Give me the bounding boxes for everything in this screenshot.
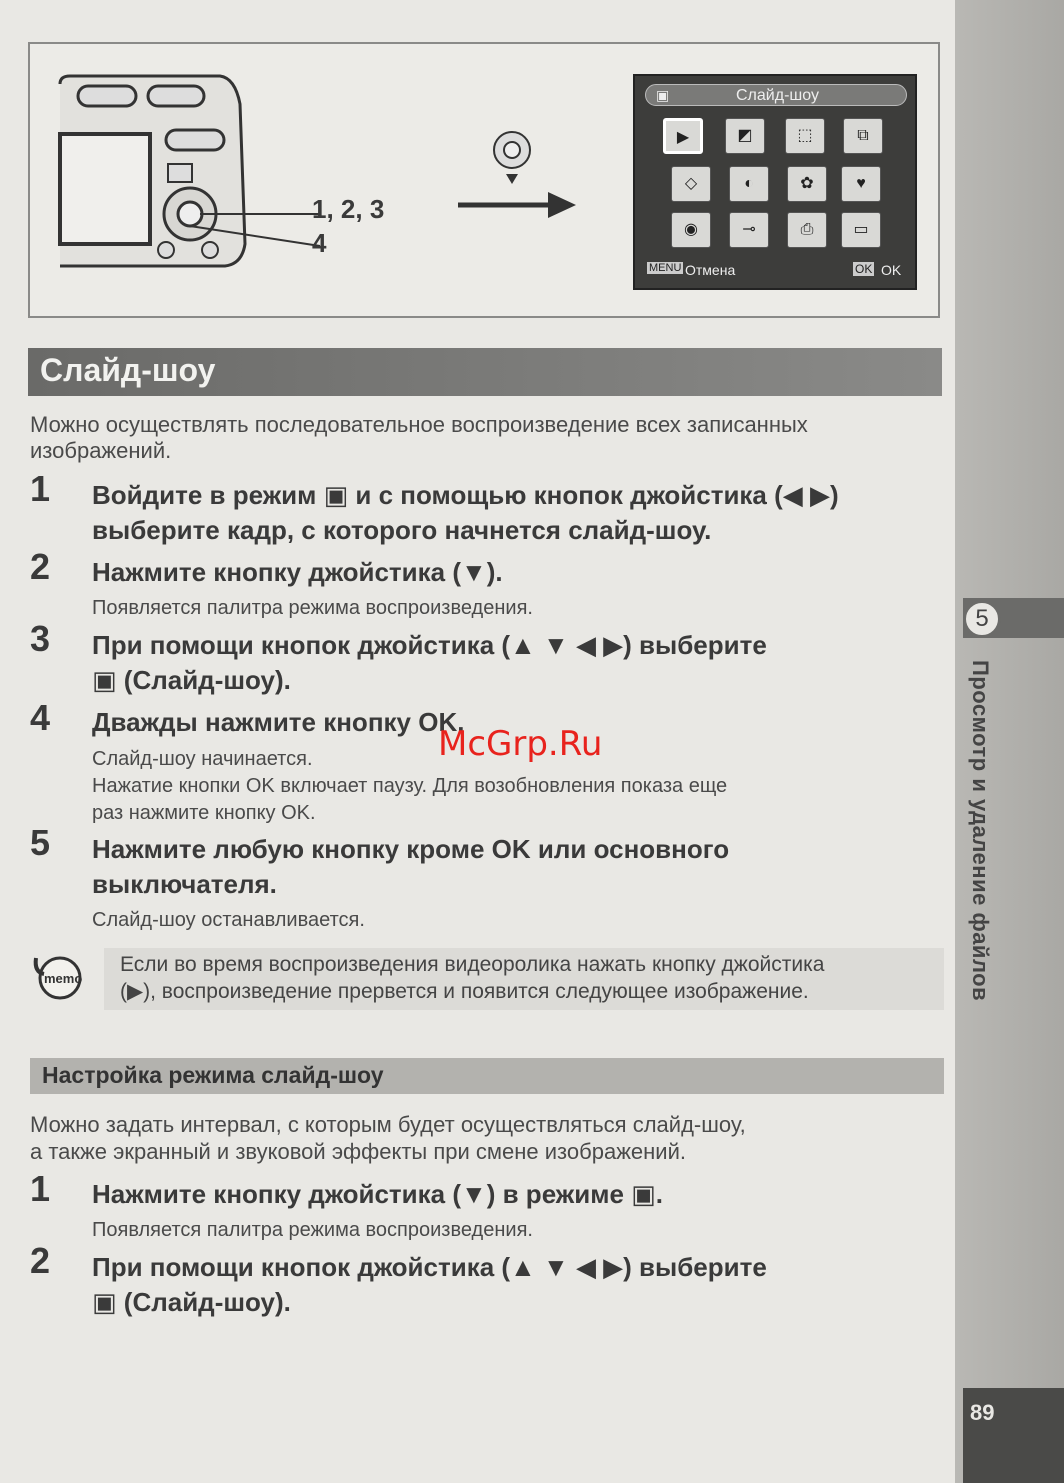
camera-illustration [50, 64, 350, 294]
step-note: Слайд-шоу останавливается. [92, 909, 365, 931]
slideshow-icon[interactable]: ▶ [663, 118, 703, 154]
ok-button-badge: OK [855, 262, 873, 276]
arrow-right-icon [458, 190, 578, 220]
dpof-icon[interactable]: ⎙ [787, 212, 827, 248]
memo-text-line1: Если во время воспроизведения видеоролика нажать кнопку джойстика [120, 953, 825, 976]
memo-label: memo [44, 971, 83, 986]
step-note: Появляется палитра режима воспроизведения. [92, 597, 533, 619]
step-title: Нажмите кнопку джойстика (▼) в режиме ▣. [92, 1179, 663, 1209]
step-number: 5 [30, 822, 51, 863]
step-number: 2 [30, 1240, 51, 1281]
step-title: Нажмите кнопку джойстика (▼). [92, 557, 503, 587]
step-note: Слайд-шоу начинается. [92, 748, 313, 770]
step-title: ▣ (Слайд-шоу). [92, 1287, 291, 1317]
section1-intro-line1: Можно осуществлять последовательное воспроизведение всех записанных [30, 412, 808, 437]
step-note: раз нажмите кнопку OK. [92, 802, 316, 824]
memo-box [104, 948, 944, 1010]
step-number: 4 [30, 697, 51, 738]
callout-steps-1-2-3: 1, 2, 3 [312, 194, 385, 224]
section-title: Настройка режима слайд-шоу [42, 1062, 384, 1088]
protect-icon[interactable]: ⊸ [729, 212, 769, 248]
section-heading-slideshow [28, 348, 942, 396]
step-title: выключателя. [92, 869, 277, 899]
section1-intro-line2: изображений. [30, 438, 172, 463]
step-note: Нажатие кнопки OK включает паузу. Для возобновления показа еще [92, 775, 728, 797]
step-title: Нажмите любую кнопку кроме OK или основного [92, 834, 730, 864]
startup-screen-icon[interactable]: ▭ [841, 212, 881, 248]
step-title: выберите кадр, с которого начнется слайд-шоу. [92, 515, 712, 545]
frame-icon[interactable]: ✿ [787, 166, 827, 202]
playback-mode-icon: ▣ [656, 87, 670, 103]
section2-intro-line1: Можно задать интервал, с которым будет осуществляться слайд-шоу, [30, 1112, 746, 1137]
joystick-down-icon [492, 130, 532, 186]
ok-label: OK [881, 262, 902, 278]
section-title: Слайд-шоу [40, 352, 216, 388]
step-title: При помощи кнопок джойстика (▲ ▼ ◀ ▶) выберите [92, 630, 767, 660]
step-title: Войдите в режим ▣ и с помощью кнопок джойстика (◀ ▶) [92, 480, 839, 510]
cancel-label: Отмена [685, 262, 736, 278]
step-number: 1 [30, 1168, 51, 1209]
playback-palette-screen [633, 74, 917, 290]
screen-title: Слайд-шоу [736, 87, 819, 104]
step-number: 2 [30, 546, 51, 587]
redeye-icon[interactable]: ◉ [671, 212, 711, 248]
step-title: Дважды нажмите кнопку OK. [92, 707, 465, 737]
callout-step-4: 4 [312, 228, 327, 258]
rotate-icon[interactable]: ◇ [671, 166, 711, 202]
section2-intro-line2: а также экранный и звуковой эффекты при смене изображений. [30, 1139, 686, 1164]
section-heading-slideshow-settings [30, 1058, 944, 1094]
copy-icon[interactable]: ⧉ [843, 118, 883, 154]
chapter-title: Просмотр и удаление файлов [968, 660, 993, 1002]
resize-icon[interactable]: ◩ [725, 118, 765, 154]
step-title: ▣ (Слайд-шоу). [92, 665, 291, 695]
step-number: 3 [30, 618, 51, 659]
memo-icon [30, 950, 86, 1002]
menu-button-label: MENU [649, 262, 682, 274]
watermark: McGrp.Ru [438, 724, 603, 764]
step-note: Появляется палитра режима воспроизведения. [92, 1219, 533, 1241]
trim-icon[interactable]: ⬚ [785, 118, 825, 154]
page-number: 89 [970, 1400, 995, 1425]
recover-icon[interactable]: ♥ [841, 166, 881, 202]
step-title: При помощи кнопок джойстика (▲ ▼ ◀ ▶) выберите [92, 1252, 767, 1282]
step-number: 1 [30, 468, 51, 509]
screen-title-bar [645, 84, 907, 106]
chapter-number: 5 [963, 600, 1001, 638]
memo-text-line2: (▶), воспроизведение прервется и появится следующее изображение. [120, 980, 809, 1003]
filter-icon[interactable]: ◐ [729, 166, 769, 202]
